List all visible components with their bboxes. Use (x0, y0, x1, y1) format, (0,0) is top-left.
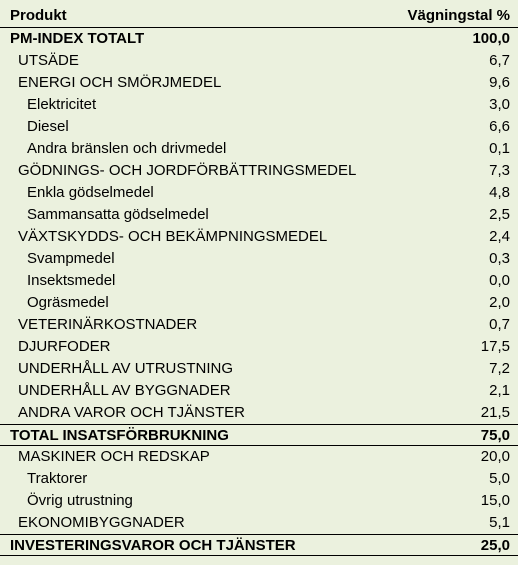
table-row (0, 50, 518, 72)
row-label: VETERINÄRKOSTNADER (18, 316, 198, 333)
row-value: 6,7 (489, 52, 510, 69)
table-row (0, 94, 518, 116)
table-row (0, 468, 518, 490)
row-label: GÖDNINGS- OCH JORDFÖRBÄTTRINGSMEDEL (18, 162, 357, 179)
row-label: Andra bränslen och drivmedel (27, 140, 227, 157)
row-label: INVESTERINGSVAROR OCH TJÄNSTER (10, 537, 296, 554)
table-row (0, 512, 518, 534)
table-row (0, 270, 518, 292)
row-value: 9,6 (489, 74, 510, 91)
row-label: UTSÄDE (18, 52, 79, 69)
row-value: 2,1 (489, 382, 510, 399)
row-value: 0,7 (489, 316, 510, 333)
table-row (0, 204, 518, 226)
row-label: EKONOMIBYGGNADER (18, 514, 185, 531)
row-value: 21,5 (480, 404, 510, 421)
row-label: TOTAL INSATSFÖRBRUKNING (10, 427, 229, 444)
row-label: Svampmedel (27, 250, 115, 267)
row-value: 4,8 (489, 184, 510, 201)
row-label: Traktorer (27, 470, 88, 487)
table-row (0, 336, 518, 358)
row-value: 0,0 (489, 272, 510, 289)
table-row (0, 314, 518, 336)
row-label: Diesel (27, 118, 69, 135)
row-label: Ogräsmedel (27, 294, 109, 311)
row-value: 0,3 (489, 250, 510, 267)
row-value: 17,5 (480, 338, 510, 355)
row-label: Elektricitet (27, 96, 97, 113)
row-value: 2,4 (489, 228, 510, 245)
row-value: 75,0 (480, 427, 510, 444)
row-label: Enkla gödselmedel (27, 184, 154, 201)
table-row (0, 116, 518, 138)
table-row (0, 72, 518, 94)
table-row (0, 138, 518, 160)
table-row-subtotal (0, 534, 518, 556)
row-label: ENERGI OCH SMÖRJMEDEL (18, 74, 222, 91)
row-value: 15,0 (480, 492, 510, 509)
header-weight: Vägningstal % (407, 7, 510, 24)
row-value: 25,0 (480, 537, 510, 554)
row-label: UNDERHÅLL AV BYGGNADER (18, 382, 231, 399)
table-row (0, 28, 518, 50)
row-label: DJURFODER (18, 338, 111, 355)
table-row (0, 248, 518, 270)
table-row (0, 402, 518, 424)
row-value: 5,1 (489, 514, 510, 531)
row-value: 3,0 (489, 96, 510, 113)
table-row (0, 490, 518, 512)
row-label: Övrig utrustning (27, 492, 133, 509)
row-label: ANDRA VAROR OCH TJÄNSTER (18, 404, 245, 421)
row-value: 6,6 (489, 118, 510, 135)
table-row-subtotal (0, 424, 518, 446)
table-row (0, 358, 518, 380)
row-label: VÄXTSKYDDS- OCH BEKÄMPNINGSMEDEL (18, 228, 328, 245)
table-header (0, 4, 518, 28)
table-row (0, 160, 518, 182)
row-value: 2,5 (489, 206, 510, 223)
row-label: Insektsmedel (27, 272, 116, 289)
row-value: 20,0 (480, 448, 510, 465)
row-value: 7,3 (489, 162, 510, 179)
row-label: UNDERHÅLL AV UTRUSTNING (18, 360, 234, 377)
row-label: Sammansatta gödselmedel (27, 206, 209, 223)
table-row (0, 380, 518, 402)
header-product: Produkt (10, 7, 67, 24)
table-row (0, 226, 518, 248)
row-value: 5,0 (489, 470, 510, 487)
table-row (0, 446, 518, 468)
table-row (0, 182, 518, 204)
row-value: 100,0 (472, 30, 510, 47)
row-value: 7,2 (489, 360, 510, 377)
row-value: 0,1 (489, 140, 510, 157)
row-label: MASKINER OCH REDSKAP (18, 448, 210, 465)
row-value: 2,0 (489, 294, 510, 311)
table-row (0, 292, 518, 314)
row-label: PM-INDEX TOTALT (10, 30, 145, 47)
